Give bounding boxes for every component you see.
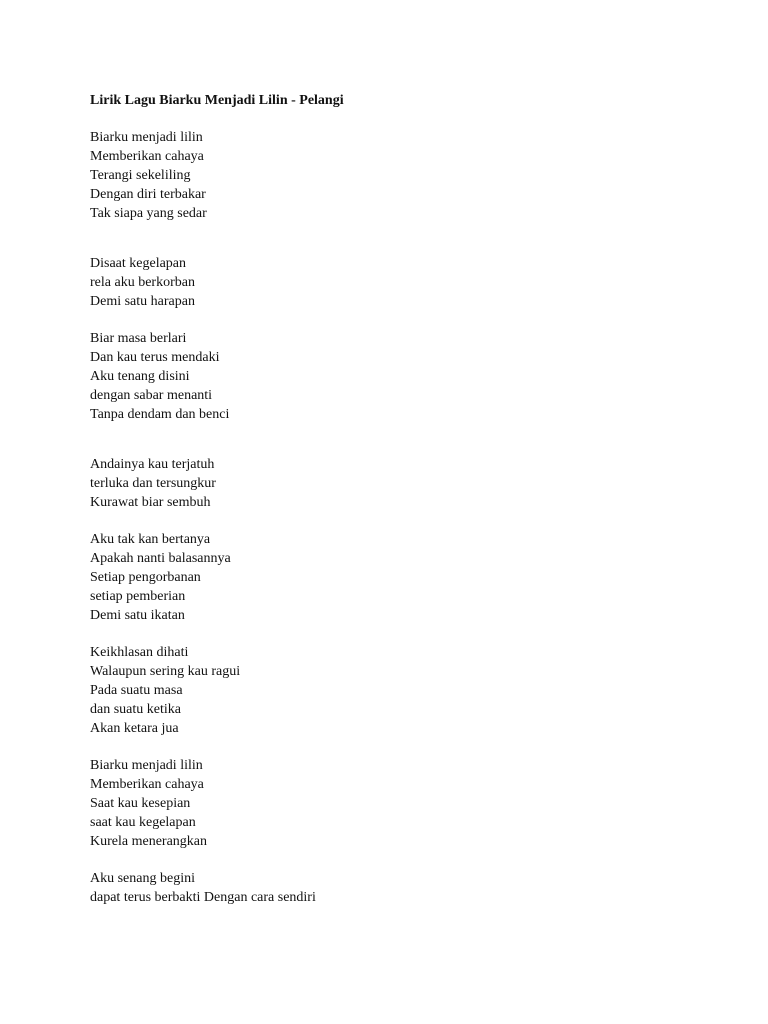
- lyric-line: setiap pemberian: [90, 588, 186, 604]
- lyric-line: Keikhlasan dihati: [90, 645, 189, 660]
- lyric-line: dan suatu ketika: [90, 701, 181, 717]
- lyric-line: Demi satu harapan: [90, 293, 195, 309]
- lyric-line: Kurela menerangkan: [90, 833, 207, 849]
- lyric-line: Pada suatu masa: [90, 682, 183, 698]
- lyric-line: Memberikan cahaya: [90, 776, 204, 792]
- lyric-line: Terangi sekeliling: [90, 167, 191, 183]
- stanza-3: [90, 330, 229, 425]
- stanza-6: [90, 644, 240, 739]
- lyric-line: dengan sabar menanti: [90, 387, 213, 403]
- stanza-2: [90, 255, 195, 312]
- lyric-line: Disaat kegelapan: [90, 256, 187, 271]
- lyric-line: Aku tenang disini: [90, 368, 190, 384]
- lyric-line: Dengan diri terbakar: [90, 186, 206, 202]
- page-title: Lirik Lagu Biarku Menjadi Lilin - Pelangi: [90, 93, 344, 108]
- lyric-line: Aku tak kan bertanya: [90, 532, 211, 547]
- lyric-line: Setiap pengorbanan: [90, 569, 201, 585]
- lyric-line: Tanpa dendam dan benci: [90, 406, 230, 422]
- lyric-line: Biarku menjadi lilin: [90, 130, 203, 145]
- stanza-1: [90, 129, 207, 224]
- lyric-line: Walaupun sering kau ragui: [90, 663, 241, 679]
- stanza-7: [90, 757, 207, 852]
- lyric-line: Dan kau terus mendaki: [90, 349, 220, 365]
- stanza-8: [90, 870, 316, 908]
- lyric-line: Tak siapa yang sedar: [90, 205, 207, 221]
- lyric-line: dapat terus berbakti Dengan cara sendiri: [90, 889, 316, 905]
- lyric-line: rela aku berkorban: [90, 274, 195, 290]
- lyric-line: saat kau kegelapan: [90, 814, 196, 830]
- stanza-5: [90, 531, 231, 626]
- lyric-line: terluka dan tersungkur: [90, 475, 216, 491]
- lyric-line: Kurawat biar sembuh: [90, 494, 211, 510]
- lyric-line: Demi satu ikatan: [90, 607, 185, 623]
- lyric-line: Memberikan cahaya: [90, 148, 204, 164]
- lyric-line: Apakah nanti balasannya: [90, 550, 231, 566]
- lyric-line: Biar masa berlari: [90, 331, 187, 346]
- lyric-line: Akan ketara jua: [90, 720, 179, 736]
- lyric-line: Andainya kau terjatuh: [90, 457, 215, 472]
- lyric-line: Aku senang begini: [90, 871, 195, 886]
- lyric-line: Biarku menjadi lilin: [90, 758, 203, 773]
- stanza-4: [90, 456, 216, 513]
- lyric-line: Saat kau kesepian: [90, 795, 191, 811]
